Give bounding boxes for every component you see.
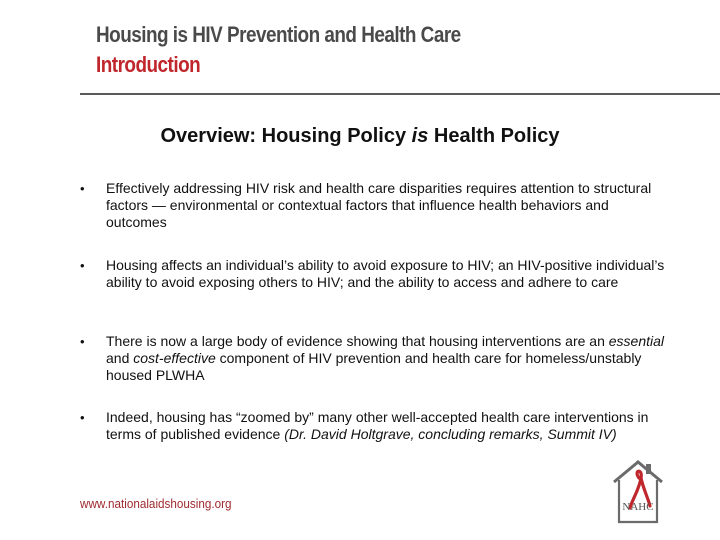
citation: (Dr. David Holtgrave, concluding remarks, Summit IV) [284,426,617,442]
slide-title-prefix: Overview: Housing Policy [160,125,412,147]
bullet-icon: • [80,181,85,196]
bullet-item [80,257,670,291]
bullet-icon: • [80,334,85,349]
footer-website-link[interactable]: www.nationalaidshousing.org [80,496,232,511]
slide-title-suffix: Health Policy [428,125,560,147]
header-title: Housing is HIV Prevention and Health Care [96,22,461,47]
bullet-text: There is now a large body of evidence showing that housing interventions are an essential and cost-effective component of HIV prevention and health care for homeless/unstably housed PLWHA [106,333,665,383]
bullet-text: Effectively addressing HIV risk and health care disparities requires attention to structural factors — environmental or contextual factors that influence health behaviors and outcomes [106,180,652,230]
bullet-item [80,333,670,384]
bullet-item [80,409,670,443]
logo-text: NAHC [622,501,654,513]
bullet-item [80,180,670,231]
bullet-text: Indeed, housing has “zoomed by” many other well-accepted health care interventions in terms of published evidence (Dr. David Holtgrave, concluding remarks, Summit IV) [106,409,649,442]
bullet-icon: • [80,258,85,273]
header-subtitle: Introduction [96,52,201,77]
nahc-logo [606,456,670,528]
emphasis-cost-effective: cost-effective [133,350,216,366]
header-divider [80,93,720,95]
bullet-text: Housing affects an individual’s ability to avoid exposure to HIV; an HIV-positive individual’s ability to avoid exposing others to HIV; and the ability to access and adhere to care [106,257,665,290]
bullet-icon: • [80,410,85,425]
slide-title-emphasis: is [411,125,429,147]
slide-title [0,124,720,148]
emphasis-essential: essential [608,333,665,349]
